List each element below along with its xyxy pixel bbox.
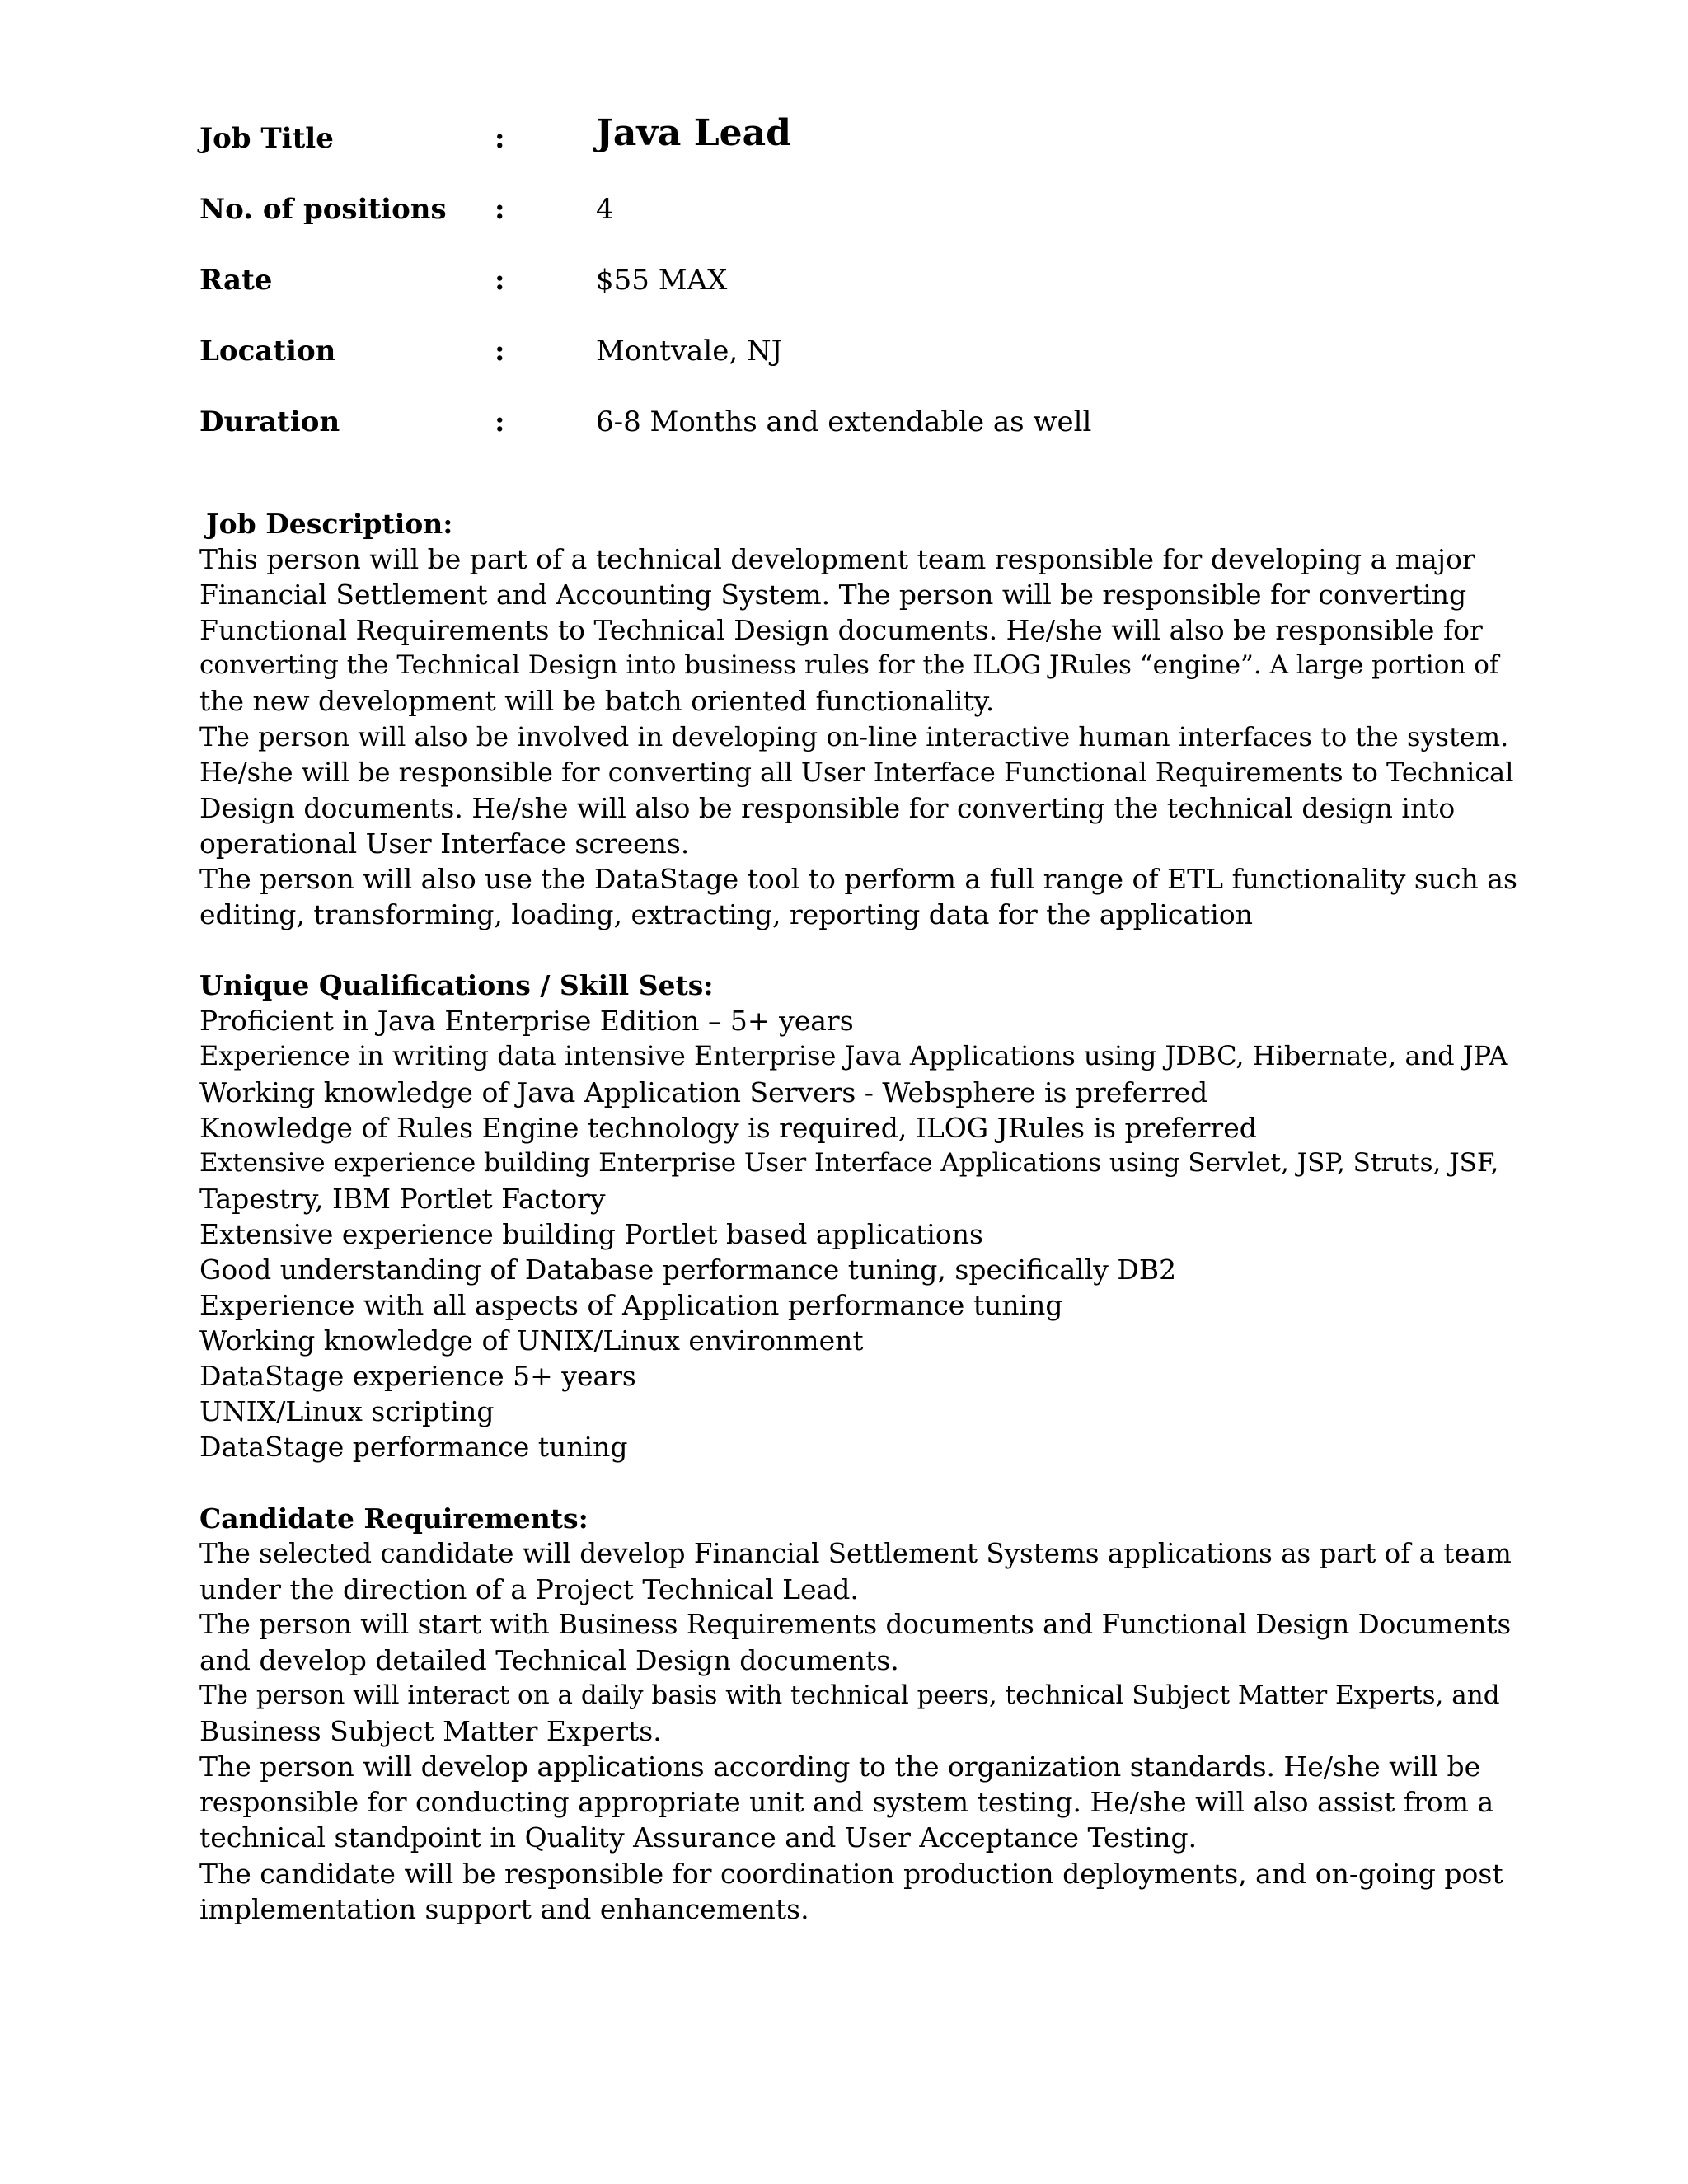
job-description-line: operational User Interface screens. bbox=[199, 827, 690, 860]
candidate-requirement-line: and develop detailed Technical Design documents. bbox=[199, 1644, 899, 1676]
job-description-line: Design documents. He/she will also be responsible for converting the technical design into bbox=[199, 791, 1456, 824]
positions-row bbox=[199, 185, 1518, 255]
qualification-item: Experience in writing data intensive Enterprise Java Applications using JDBC, Hibernate, and JPA bbox=[199, 1040, 1508, 1072]
qualification-item: Tapestry, IBM Portlet Factory bbox=[199, 1182, 606, 1215]
qualifications-section bbox=[199, 1003, 1518, 1465]
job-title-label: Job Title bbox=[199, 122, 334, 155]
job-title-row bbox=[199, 114, 1518, 185]
job-title-colon: : bbox=[495, 122, 505, 155]
job-description-line: Functional Requirements to Technical Design documents. He/she will also be responsible for bbox=[199, 614, 1483, 647]
location-label: Location bbox=[199, 335, 336, 368]
duration-row bbox=[199, 397, 1518, 468]
job-description-line: editing, transforming, loading, extracting, reporting data for the application bbox=[199, 898, 1253, 931]
job-header-table bbox=[199, 114, 1518, 468]
qualifications-heading: Unique Qualifications / Skill Sets: bbox=[199, 969, 714, 1002]
duration-value: 6-8 Months and extendable as well bbox=[596, 405, 1092, 438]
job-description-line: This person will be part of a technical development team responsible for developing a major bbox=[199, 543, 1475, 576]
candidate-requirement-line: responsible for conducting appropriate unit and system testing. He/she will also assist from a bbox=[199, 1786, 1494, 1819]
candidate-requirement-line: The person will start with Business Requirements documents and Functional Design Documents bbox=[199, 1608, 1512, 1640]
candidate-requirements-section bbox=[199, 1536, 1518, 1927]
location-value: Montvale, NJ bbox=[596, 335, 783, 368]
job-description-heading: Job Description: bbox=[206, 508, 453, 540]
qualification-item: UNIX/Linux scripting bbox=[199, 1395, 495, 1428]
rate-colon: : bbox=[495, 264, 505, 297]
job-description-line: The person will also be involved in developing on-line interactive human interfaces to the system. bbox=[199, 720, 1509, 752]
job-description-line: The person will also use the DataStage tool to perform a full range of ETL functionality such as bbox=[199, 862, 1517, 895]
positions-colon: : bbox=[495, 193, 505, 226]
qualification-item: Proficient in Java Enterprise Edition – 5+ years bbox=[199, 1005, 854, 1038]
location-colon: : bbox=[495, 335, 505, 368]
qualification-item: Working knowledge of UNIX/Linux environment bbox=[199, 1324, 864, 1357]
rate-row bbox=[199, 255, 1518, 326]
job-title-value: Java Lead bbox=[596, 112, 791, 154]
job-description-line: converting the Technical Design into business rules for the ILOG JRules “engine”. A large portion of bbox=[199, 650, 1499, 681]
qualification-item: Good understanding of Database performance tuning, specifically DB2 bbox=[199, 1253, 1177, 1286]
candidate-requirement-line: The person will interact on a daily basis with technical peers, technical Subject Matter Experts, and bbox=[199, 1680, 1500, 1711]
candidate-requirement-line: Business Subject Matter Experts. bbox=[199, 1715, 662, 1748]
qualification-item: Extensive experience building Enterprise User Interface Applications using Servlet, JSP, Struts, JSF, bbox=[199, 1147, 1499, 1178]
candidate-requirement-line: The person will develop applications according to the organization standards. He/she will be bbox=[199, 1750, 1481, 1783]
duration-label: Duration bbox=[199, 405, 340, 438]
qualification-item: DataStage experience 5+ years bbox=[199, 1360, 636, 1393]
candidate-requirement-line: The selected candidate will develop Financial Settlement Systems applications as part of a team bbox=[199, 1537, 1512, 1569]
job-description-line: He/she will be responsible for converting all User Interface Functional Requirements to Technical bbox=[199, 756, 1514, 788]
qualification-item: Knowledge of Rules Engine technology is required, ILOG JRules is preferred bbox=[199, 1111, 1257, 1144]
location-row bbox=[199, 326, 1518, 397]
candidate-requirement-line: under the direction of a Project Technical Lead. bbox=[199, 1572, 859, 1605]
duration-colon: : bbox=[495, 405, 505, 438]
job-description-line: the new development will be batch oriented functionality. bbox=[199, 685, 995, 718]
rate-value: $55 MAX bbox=[596, 264, 728, 297]
candidate-requirement-line: technical standpoint in Quality Assurance and User Acceptance Testing. bbox=[199, 1821, 1198, 1854]
section-spacer bbox=[199, 932, 1518, 968]
job-description-section bbox=[199, 541, 1518, 932]
qualification-item: Experience with all aspects of Application performance tuning bbox=[199, 1289, 1063, 1322]
rate-label: Rate bbox=[199, 264, 273, 297]
job-description-line: Financial Settlement and Accounting System. The person will be responsible for converting bbox=[199, 579, 1467, 612]
qualification-item: DataStage performance tuning bbox=[199, 1431, 628, 1464]
candidate-requirement-line: implementation support and enhancements. bbox=[199, 1892, 809, 1925]
candidate-requirement-line: The candidate will be responsible for coordination production deployments, and on-going post bbox=[199, 1857, 1503, 1890]
qualification-item: Working knowledge of Java Application Servers - Websphere is preferred bbox=[199, 1076, 1208, 1108]
candidate-requirements-heading: Candidate Requirements: bbox=[199, 1502, 588, 1535]
qualification-item: Extensive experience building Portlet based applications bbox=[199, 1217, 983, 1250]
document-body bbox=[199, 506, 1518, 1927]
section-spacer bbox=[199, 1465, 1518, 1501]
positions-label: No. of positions bbox=[199, 193, 447, 226]
positions-value: 4 bbox=[596, 193, 614, 226]
